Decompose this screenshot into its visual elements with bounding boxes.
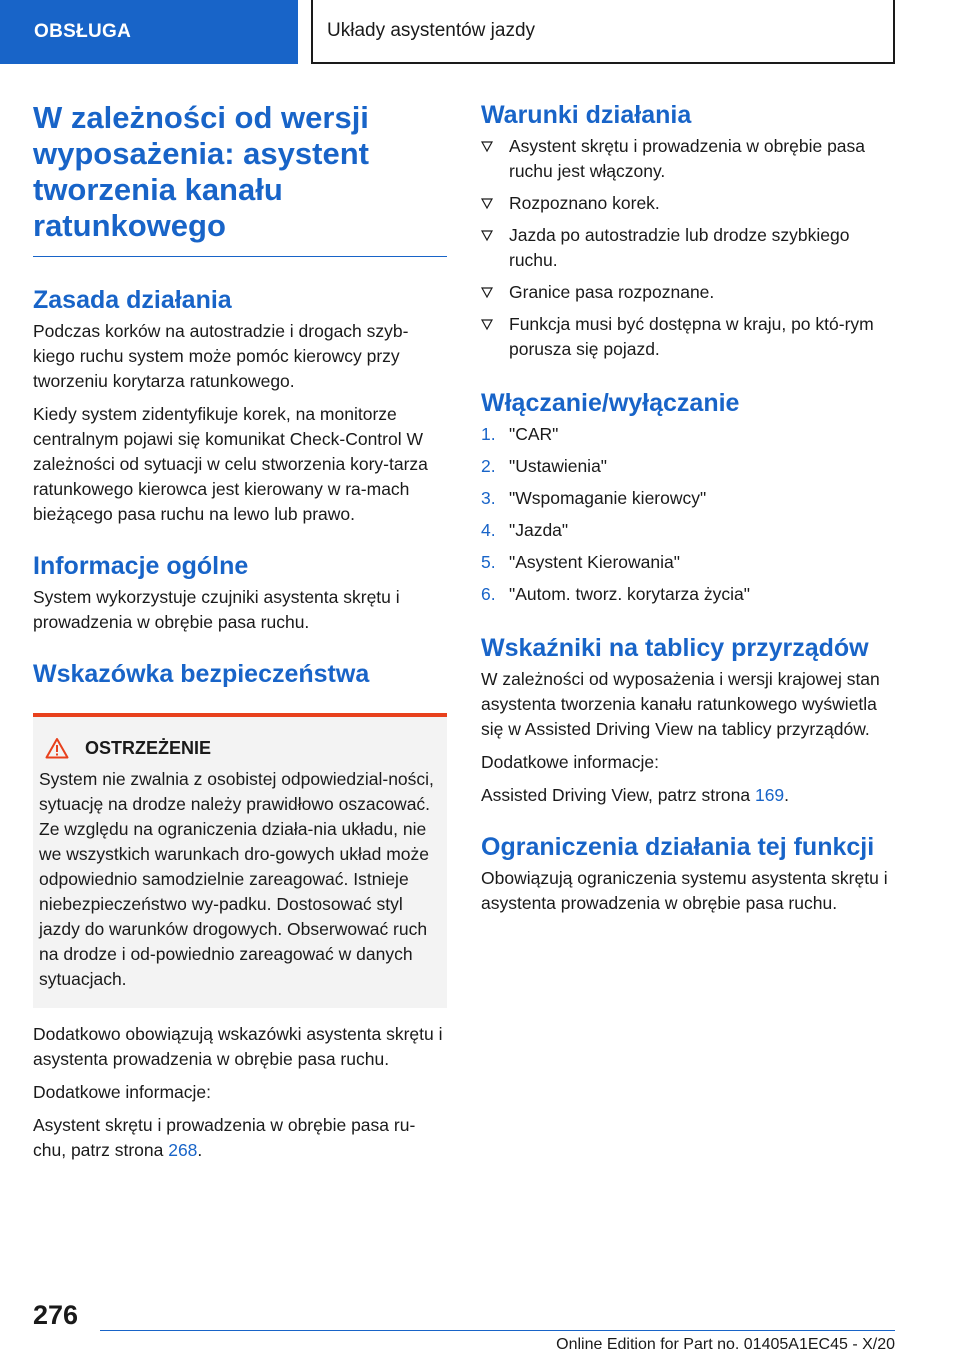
- general-heading: Informacje ogólne: [33, 552, 249, 580]
- step-item: [481, 518, 901, 543]
- list-item-text: Jazda po autostradzie lub drodze szybkiego ruchu.: [509, 225, 850, 270]
- cross-reference-end: .: [197, 1140, 203, 1160]
- list-item: [481, 312, 901, 362]
- cross-reference-end: .: [784, 785, 790, 805]
- list-item: [481, 223, 901, 273]
- step-text: "Wspomaganie kierowcy": [509, 488, 707, 508]
- limits-paragraph: Obowiązują ograniczenia systemu asystenta skrętu i asystenta prowadzenia w obrębie pasa ruchu.: [481, 868, 888, 913]
- edition-text: Online Edition for Part no. 01405A1EC45 - X/20: [556, 1336, 895, 1353]
- list-item: [481, 280, 901, 305]
- cross-reference-text: Assisted Driving View, patrz strona: [481, 785, 755, 805]
- triangle-bullet-icon: [481, 230, 493, 242]
- step-number: 3.: [481, 488, 496, 508]
- list-item-text: Funkcja musi być dostępna w kraju, po któ-rym porusza się pojazd.: [509, 314, 874, 359]
- principle-paragraph-1: Podczas korków na autostradzie i drogach szyb-kiego ruchu system może pomóc kierowcy przy tworzeniu korytarza ratunkowego.: [33, 321, 409, 391]
- step-number: 1.: [481, 424, 496, 444]
- more-info-label: Dodatkowe informacje:: [481, 752, 659, 772]
- cross-reference-text: Asystent skrętu i prowadzenia w obrębie pasa ru-chu, patrz strona: [33, 1115, 416, 1160]
- triangle-bullet-icon: [481, 287, 493, 299]
- step-text: "Asystent Kierowania": [509, 552, 680, 572]
- safety-heading: Wskazówka bezpieczeństwa: [33, 660, 370, 688]
- step-number: 2.: [481, 456, 496, 476]
- step-item: [481, 550, 901, 575]
- step-text: "Autom. tworz. korytarza życia": [509, 584, 750, 604]
- step-item: [481, 454, 901, 479]
- step-item: [481, 422, 901, 447]
- left-column: [33, 100, 447, 1171]
- step-text: "CAR": [509, 424, 559, 444]
- right-column: [481, 100, 901, 924]
- onoff-heading: Włączanie/wyłączanie: [481, 389, 740, 417]
- list-item-text: Granice pasa rozpoznane.: [509, 282, 715, 302]
- cross-reference: [33, 1113, 447, 1163]
- extra-paragraph: Dodatkowo obowiązują wskazówki asystenta skrętu i asystenta prowadzenia w obrębie pasa ruchu.: [33, 1024, 443, 1069]
- step-text: "Ustawienia": [509, 456, 608, 476]
- triangle-bullet-icon: [481, 319, 493, 331]
- limits-heading: Ograniczenia działania tej funkcji: [481, 833, 875, 861]
- page-title: W zależności od wersji wyposażenia: asystent tworzenia kanału ratunkowego: [33, 100, 447, 257]
- warning-box: [33, 713, 447, 1008]
- step-item: [481, 486, 901, 511]
- more-info-label: Dodatkowe informacje:: [33, 1082, 211, 1102]
- general-paragraph: System wykorzystuje czujniki asystenta skrętu i prowadzenia w obrębie pasa ruchu.: [33, 587, 400, 632]
- page-link-169[interactable]: 169: [754, 785, 785, 805]
- indicators-heading: Wskaźniki na tablicy przyrządów: [481, 634, 869, 662]
- page-link-268[interactable]: 268: [168, 1140, 198, 1160]
- principle-heading: Zasada działania: [33, 286, 232, 314]
- conditions-heading: Warunki działania: [481, 101, 692, 129]
- triangle-bullet-icon: [481, 141, 493, 153]
- step-number: 5.: [481, 552, 496, 572]
- warning-title: OSTRZEŻENIE: [85, 737, 212, 758]
- list-item: [481, 191, 901, 216]
- steps-list: [481, 422, 901, 607]
- page-number: 276: [33, 1300, 79, 1330]
- cross-reference: [481, 783, 901, 808]
- list-item-text: Asystent skrętu i prowadzenia w obrębie pasa ruchu jest włączony.: [509, 136, 866, 181]
- list-item-text: Rozpoznano korek.: [509, 193, 660, 213]
- warning-header: [45, 737, 439, 759]
- list-item: [481, 134, 901, 184]
- step-number: 4.: [481, 520, 496, 540]
- warning-text: System nie zwalnia z osobistej odpowiedzial-ności, sytuację na drodze należy prawidłowo oszacować. Ze względu na ograniczenia działa-nia układu, nie we wszystkich warunkach dro-gowych układ może odpowiednio samodzielnie zareagować. Istnieje niebezpieczeństwo wy-padku. Dostosować styl jazdy do warunków drogowych. Obserwować ruch na drodze i od-powiednio zareagować w danych sytuacjach.: [39, 769, 434, 989]
- warning-triangle-icon: [45, 737, 69, 759]
- conditions-list: [481, 134, 901, 362]
- chapter-title: Układy asystentów jazdy: [311, 0, 895, 64]
- triangle-bullet-icon: [481, 198, 493, 210]
- indicators-paragraph: W zależności od wyposażenia i wersji krajowej stan asystenta tworzenia kanału ratunkowego wyświetla się w Assisted Driving View na tablicy przyrządów.: [481, 669, 880, 739]
- section-tab: OBSŁUGA: [0, 0, 298, 64]
- step-number: 6.: [481, 584, 496, 604]
- step-item: [481, 582, 901, 607]
- footer-divider: [100, 1330, 895, 1331]
- principle-paragraph-2: Kiedy system zidentyfikuje korek, na monitorze centralnym pojawi się komunikat Check-Control W zależności od sytuacji w celu stworzenia kory-tarza ratunkowego kierowca jest kierowany w ra-mach bieżącego pasa ruchu na lewo lub prawo.: [33, 404, 428, 524]
- step-text: "Jazda": [509, 520, 569, 540]
